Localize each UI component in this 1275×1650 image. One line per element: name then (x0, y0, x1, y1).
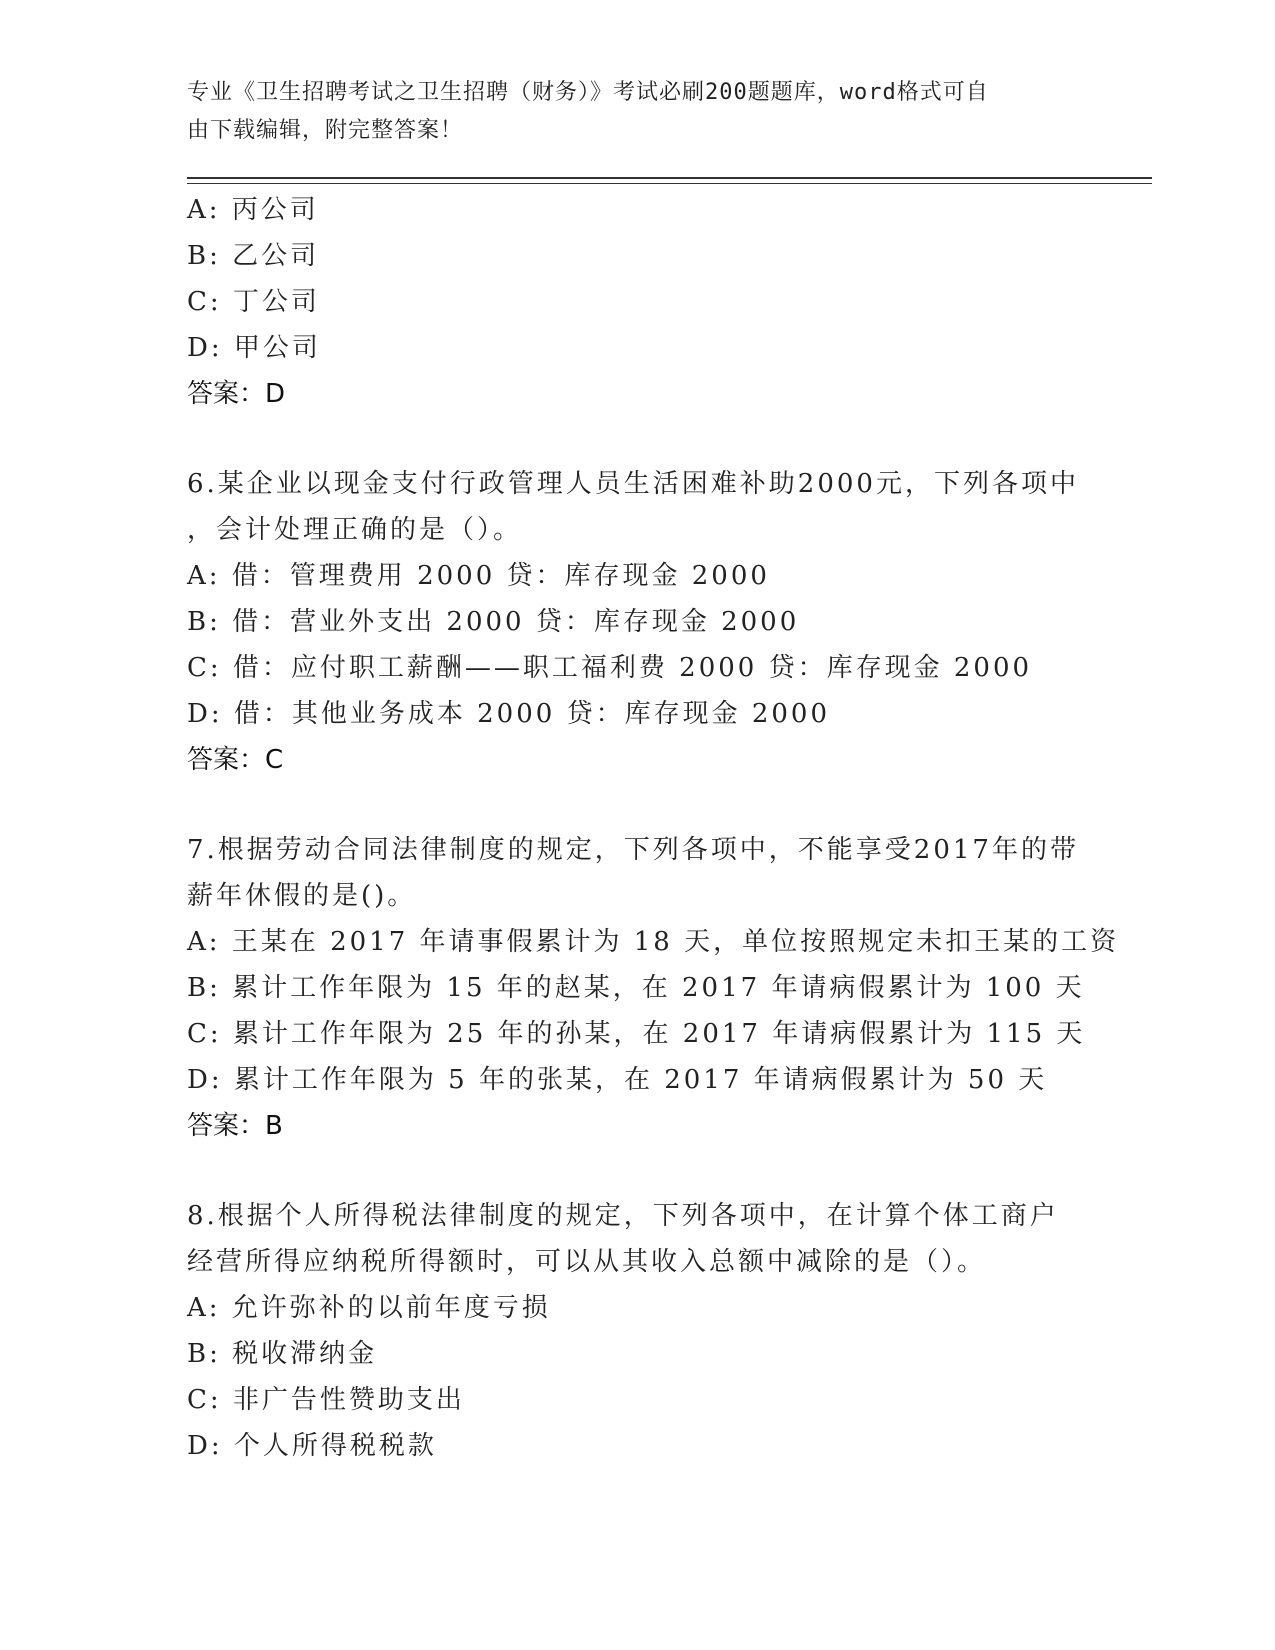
option-d: D: 个人所得税税款 (187, 1431, 437, 1461)
option-c: C: 非广告性赞助支出 (187, 1385, 465, 1415)
question-6 (187, 461, 1087, 783)
question-stem: 6.某企业以现金支付行政管理人员生活困难补助2000元，下列各项中 (187, 469, 1079, 499)
header-divider-thin (187, 183, 1152, 184)
question-stem-continued: 经营所得应纳税所得额时，可以从其收入总额中减除的是（）。 (187, 1247, 987, 1277)
question-stem-continued: ，会计处理正确的是（）。 (187, 515, 523, 545)
option-a: A: 允许弥补的以前年度亏损 (187, 1293, 551, 1323)
option-d: D: 借：其他业务成本 2000 贷：库存现金 2000 (187, 699, 831, 729)
answer-label: 答案：C (187, 745, 284, 775)
question-5-continued (187, 187, 1087, 417)
header-line-1: 专业《卫生招聘考试之卫生招聘（财务）》考试必刷200题题库，word格式可自 (187, 80, 989, 105)
question-stem-continued: 薪年休假的是()。 (187, 881, 417, 911)
option-b: B: 税收滞纳金 (187, 1339, 378, 1369)
option-a: A: 王某在 2017 年请事假累计为 18 天，单位按照规定未扣王某的工资 (187, 927, 1120, 957)
question-stem: 7.根据劳动合同法律制度的规定，下列各项中，不能享受2017年的带 (187, 835, 1079, 865)
option-c: C: 累计工作年限为 25 年的孙某，在 2017 年请病假累计为 115 天 (187, 1019, 1086, 1049)
question-8 (187, 1193, 1087, 1469)
question-7 (187, 827, 1120, 1149)
spacer (187, 783, 1087, 827)
header-line-2: 由下载编辑，附完整答案！ (187, 118, 464, 143)
option-c: C: 借：应付职工薪酬——职工福利费 2000 贷：库存现金 2000 (187, 653, 1033, 683)
question-list (187, 187, 1120, 1469)
header-divider (187, 177, 1152, 179)
document-header (187, 74, 1067, 150)
option-a: A: 丙公司 (187, 195, 319, 225)
question-stem: 8.根据个人所得税法律制度的规定，下列各项中，在计算个体工商户 (187, 1201, 1059, 1231)
option-b: B: 乙公司 (187, 241, 320, 271)
spacer (187, 1149, 1087, 1193)
answer-label: 答案：D (187, 379, 286, 409)
option-b: B: 累计工作年限为 15 年的赵某，在 2017 年请病假累计为 100 天 (187, 973, 1085, 1003)
spacer (187, 417, 1087, 461)
option-d: D: 累计工作年限为 5 年的张某，在 2017 年请病假累计为 50 天 (187, 1065, 1048, 1095)
option-d: D: 甲公司 (187, 333, 321, 363)
option-a: A: 借：管理费用 2000 贷：库存现金 2000 (187, 561, 770, 591)
option-b: B: 借：营业外支出 2000 贷：库存现金 2000 (187, 607, 800, 637)
option-c: C: 丁公司 (187, 287, 320, 317)
answer-label: 答案：B (187, 1111, 283, 1141)
